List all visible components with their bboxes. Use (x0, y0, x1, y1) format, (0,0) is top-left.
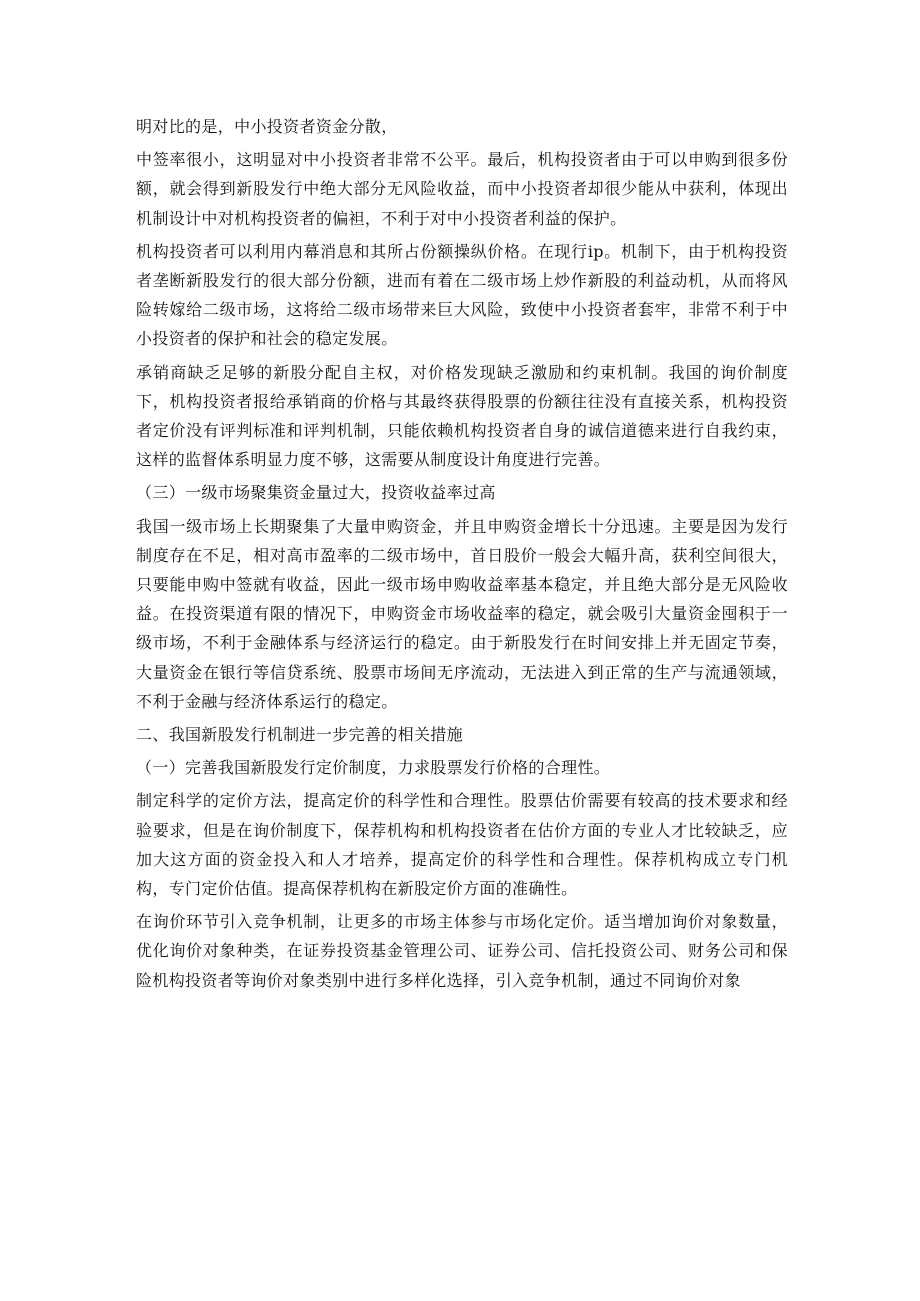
paragraph-4: 承销商缺乏足够的新股分配自主权，对价格发现缺乏激励和约束机制。我国的询价制度下，机构投资者报给承销商的价格与其最终获得股票的份额往往没有直接关系，机构投资者定价没有评判标准和评判机制，只能依赖机构投资者自身的诚信道德来进行自我约束，这样的监督体系明显力度不够，这需要从制度设计角度进行完善。 (136, 362, 788, 470)
chapter-heading-2: 二、我国新股发行机制进一步完善的相关措施 (136, 725, 464, 745)
paragraph-6: 制定科学的定价方法，提高定价的科学性和合理性。股票估价需要有较高的技术要求和经验要求，但是在询价制度下，保荐机构和机构投资者在估价方面的专业人才比较缺乏，应加大这方面的资金投入和人才培养，提高定价的科学性和合理性。保荐机构成立专门机构，专门定价估值。提高保荐机构在新股定价方面的准确性。 (136, 791, 788, 899)
paragraph-7: 在询价环节引入竞争机制，让更多的市场主体参与市场化定价。适当增加询价对象数量，优化询价对象种类，在证券投资基金管理公司、证券公司、信托投资公司、财务公司和保险机构投资者等询价对象类别中进行多样化选择，引入竞争机制，通过不同询价对象 (136, 912, 788, 990)
section-heading-3: （三）一级市场聚集资金量过大，投资收益率过高 (136, 483, 496, 503)
section-heading-1: （一）完善我国新股发行定价制度，力求股票发行价格的合理性。 (136, 758, 611, 778)
document-body (136, 112, 788, 995)
paragraph-3: 机构投资者可以利用内幕消息和其所占份额操纵价格。在现行ip。机制下，由于机构投资者垄断新股发行的很大部分份额，进而有着在二级市场上炒作新股的利益动机，从而将风险转嫁给二级市场，这将给二级市场带来巨大风险，致使中小投资者套牢，非常不利于中小投资者的保护和社会的稳定发展。 (136, 241, 788, 349)
paragraph-5: 我国一级市场上长期聚集了大量申购资金，并且申购资金增长十分迅速。主要是因为发行制度存在不足，相对高市盈率的二级市场中，首日股价一般会大幅升高，获利空间很大，只要能申购中签就有收益，因此一级市场申购收益率基本稳定，并且绝大部分是无风险收益。在投资渠道有限的情况下，申购资金市场收益率的稳定，就会吸引大量资金囤积于一级市场，不利于金融体系与经济运行的稳定。由于新股发行在时间安排上并无固定节奏，大量资金在银行等信贷系统、股票市场间无序流动，无法进入到正常的生产与流通领域，不利于金融与经济体系运行的稳定。 (136, 516, 788, 711)
paragraph-1: 明对比的是，中小投资者资金分散， (136, 117, 398, 136)
paragraph-2: 中签率很小，这明显对中小投资者非常不公平。最后，机构投资者由于可以申购到很多份额，就会得到新股发行中绝大部分无风险收益，而中小投资者却很少能从中获利，体现出机制设计中对机构投资者的偏袒，不利于对中小投资者利益的保护。 (136, 150, 788, 228)
